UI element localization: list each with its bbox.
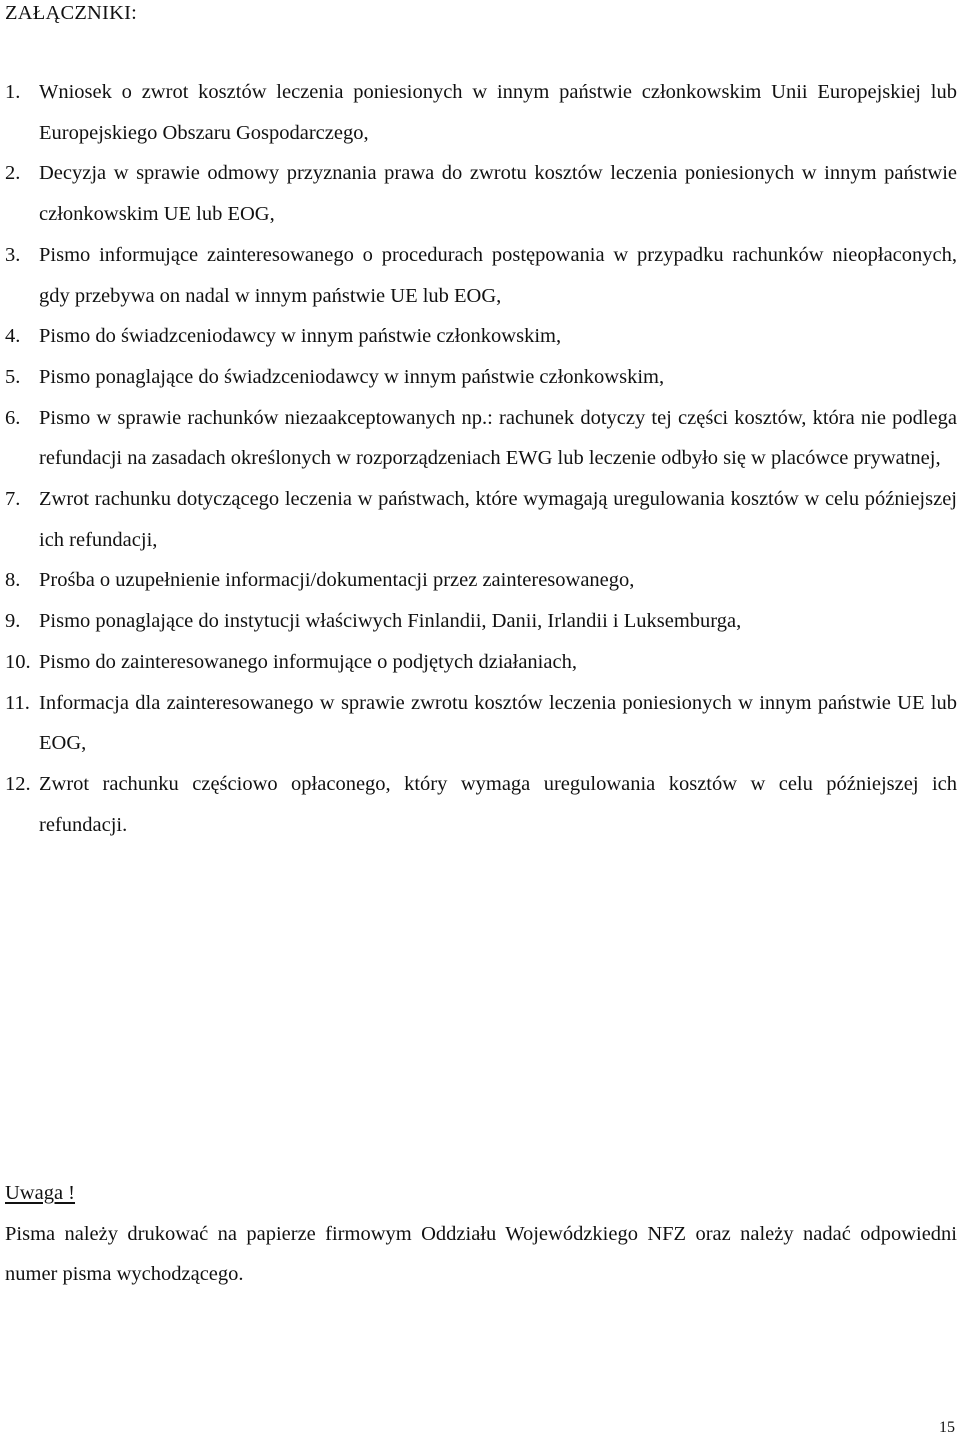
item-number: 4. [5, 325, 21, 348]
list-item [5, 357, 957, 398]
list-item [5, 601, 957, 642]
item-number: 12. [5, 772, 31, 795]
item-text: Pismo ponaglające do instytucji właściwych Finlandii, Danii, Irlandii i Luksemburga, [39, 610, 742, 633]
item-number: 7. [5, 488, 21, 511]
item-number: 6. [5, 406, 21, 429]
item-text: Pismo informujące zainteresowanego o procedurach postępowania w przypadku rachunków nieopłaconych, gdy przebywa on nadal w innym państwie UE lub EOG, [39, 243, 957, 307]
item-text: Decyzja w sprawie odmowy przyznania prawa do zwrotu kosztów leczenia poniesionych w innym państwie członkowskim UE lub EOG, [39, 162, 957, 226]
list-item [5, 235, 957, 316]
item-text: Pismo w sprawie rachunków niezaakceptowanych np.: rachunek dotyczy tej części kosztów, która nie podlega refundacji na zasadach określonych w rozporządzeniach EWG lub leczenie odbyło się w placówce prywatnej, [39, 406, 957, 470]
note-body: Pisma należy drukować na papierze firmowym Oddziału Wojewódzkiego NFZ oraz należy nadać odpowiedni numer pisma wychodzącego. [5, 1222, 957, 1286]
item-number: 10. [5, 650, 31, 673]
item-text: Prośba o uzupełnienie informacji/dokumentacji przez zainteresowanego, [39, 569, 635, 592]
list-item [5, 153, 957, 234]
list-item [5, 683, 957, 764]
note-section [5, 1173, 957, 1295]
item-number: 9. [5, 610, 21, 633]
list-item [5, 72, 957, 153]
list-item [5, 560, 957, 601]
list-item [5, 316, 957, 357]
list-item [5, 642, 957, 683]
list-item [5, 764, 957, 845]
item-number: 1. [5, 81, 21, 103]
item-text: Zwrot rachunku częściowo opłaconego, który wymaga uregulowania kosztów w celu późniejszej ich refundacji. [39, 772, 957, 836]
page-number: 15 [939, 1419, 955, 1436]
list-item [5, 479, 957, 560]
attachments-list [5, 72, 957, 845]
item-number: 2. [5, 162, 21, 185]
item-text: Pismo ponaglające do świadzceniodawcy w innym państwie członkowskim, [39, 365, 665, 388]
item-number: 11. [5, 691, 30, 714]
item-number: 3. [5, 243, 21, 266]
list-item [5, 398, 957, 479]
item-number: 8. [5, 569, 21, 592]
item-text: Zwrot rachunku dotyczącego leczenia w państwach, które wymagają uregulowania kosztów w celu późniejszej ich refundacji, [39, 488, 957, 551]
item-text: Wniosek o zwrot kosztów leczenia poniesionych w innym państwie członkowskim Unii Europejskiej lub Europejskiego Obszaru Gospodarczego, [39, 81, 957, 144]
attachments-heading: ZAŁĄCZNIKI: [5, 2, 138, 24]
item-text: Pismo do zainteresowanego informujące o podjętych działaniach, [39, 650, 577, 673]
item-number: 5. [5, 365, 21, 388]
item-text: Informacja dla zainteresowanego w sprawie zwrotu kosztów leczenia poniesionych w innym państwie UE lub EOG, [39, 691, 957, 755]
note-title: Uwaga ! [5, 1182, 76, 1204]
item-text: Pismo do świadzceniodawcy w innym państwie członkowskim, [39, 325, 562, 348]
